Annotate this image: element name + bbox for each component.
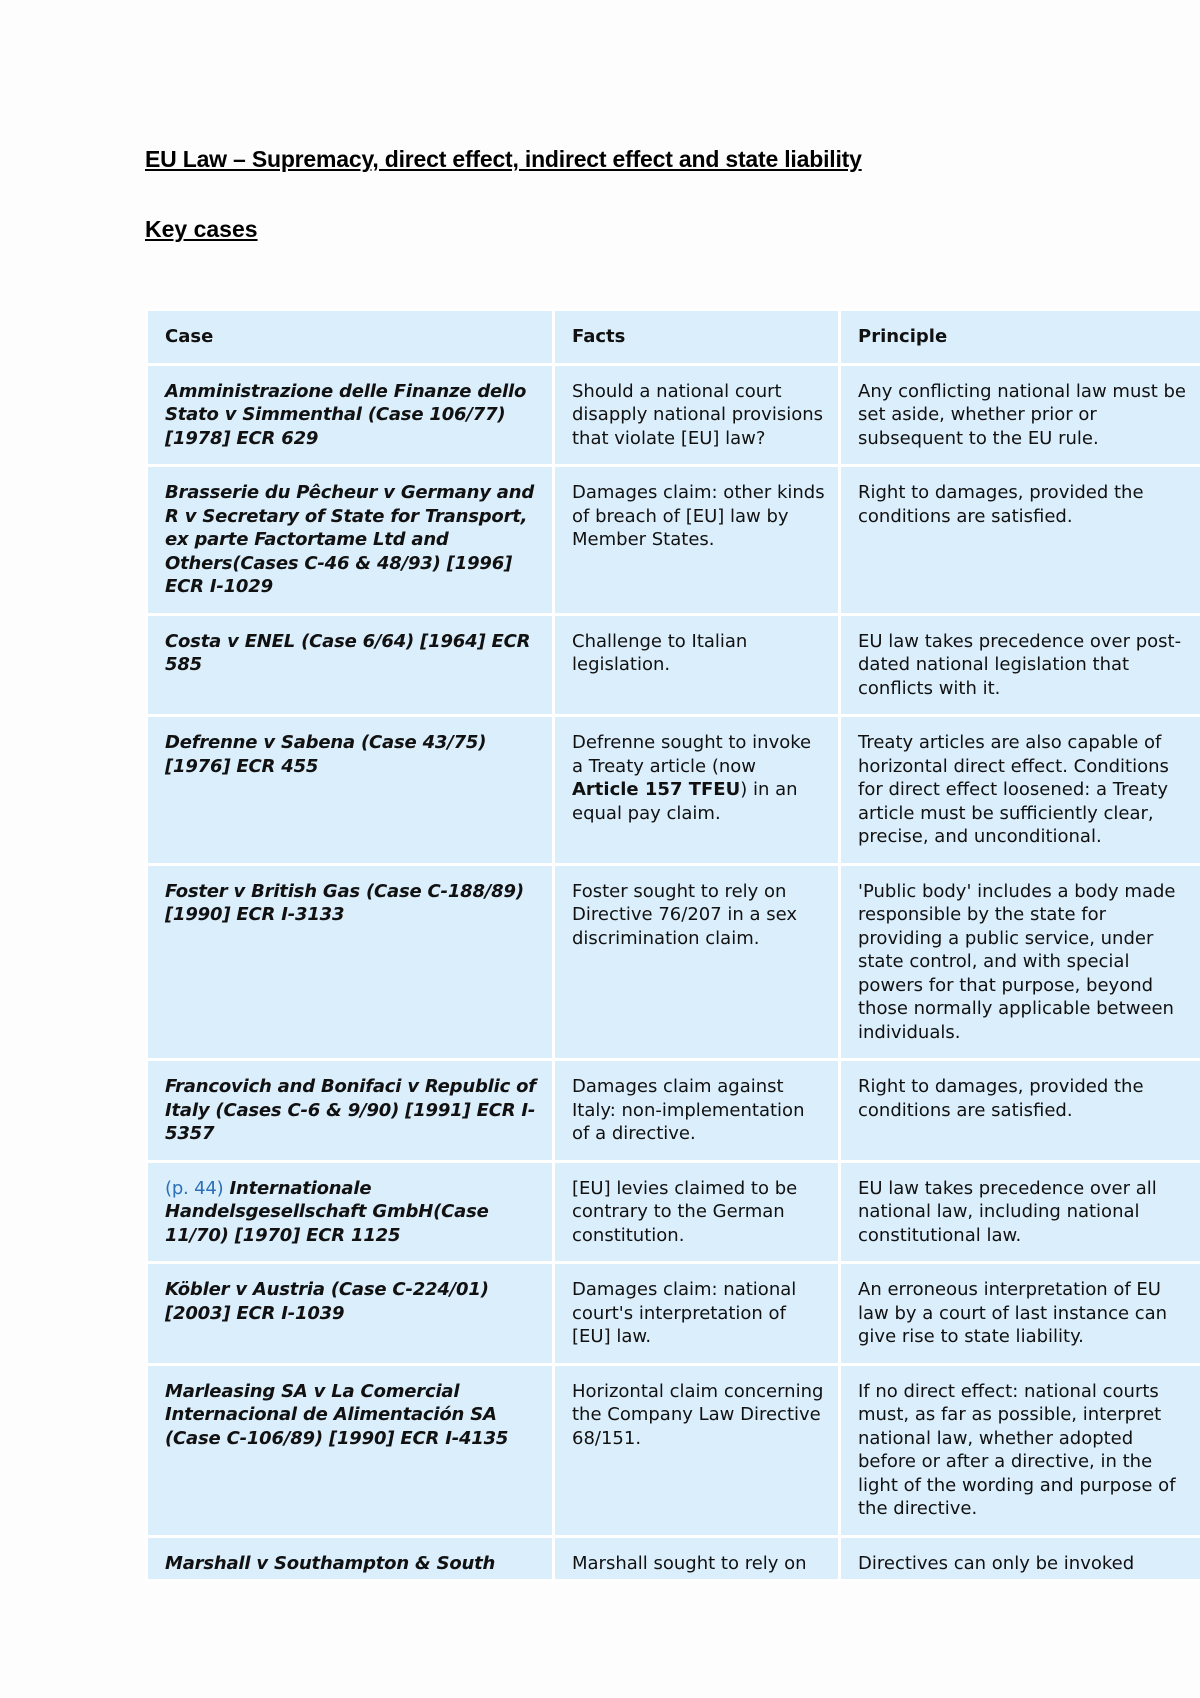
principle-cell: An erroneous interpretation of EU law by a court of last instance can give rise to state liability. <box>840 1263 1200 1365</box>
column-header-facts: Facts <box>554 310 840 365</box>
case-cell: Francovich and Bonifaci v Republic of Italy (Cases C-6 & 9/90) [1991] ECR I-5357 <box>147 1060 554 1162</box>
table-row <box>147 1060 1200 1162</box>
table-row <box>147 1536 1200 1581</box>
case-cell: Foster v British Gas (Case C-188/89) [1990] ECR I-3133 <box>147 864 554 1060</box>
case-cell: Defrenne v Sabena (Case 43/75) [1976] ECR 455 <box>147 716 554 865</box>
principle-cell: Right to damages, provided the conditions are satisfied. <box>840 1060 1200 1162</box>
case-cell: Marleasing SA v La Comercial Internacional de Alimentación SA (Case C-106/89) [1990] ECR I-4135 <box>147 1364 554 1536</box>
principle-cell: Treaty articles are also capable of horizontal direct effect. Conditions for direct effect loosened: a Treaty article must be sufficiently clear, precise, and unconditional. <box>840 716 1200 865</box>
facts-cell: Should a national court disapply national provisions that violate [EU] law? <box>554 364 840 466</box>
facts-cell: Marshall sought to rely on <box>554 1536 840 1581</box>
facts-cell: [EU] levies claimed to be contrary to the German constitution. <box>554 1161 840 1263</box>
principle-cell: 'Public body' includes a body made responsible by the state for providing a public service, under state control, and with special powers for that purpose, beyond those normally applicable between individuals. <box>840 864 1200 1060</box>
facts-text: Defrenne sought to invoke a Treaty article (now <box>572 732 812 777</box>
facts-text: ) in an equal pay claim. <box>572 779 798 824</box>
document-title: EU Law – Supremacy, direct effect, indirect effect and state liability <box>145 146 862 172</box>
principle-cell: EU law takes precedence over post-dated national legislation that conflicts with it. <box>840 614 1200 716</box>
column-header-principle: Principle <box>840 310 1200 365</box>
table-row <box>147 364 1200 466</box>
principle-cell: Any conflicting national law must be set aside, whether prior or subsequent to the EU rule. <box>840 364 1200 466</box>
principle-cell: Right to damages, provided the conditions are satisfied. <box>840 466 1200 615</box>
facts-cell: Damages claim: national court's interpretation of [EU] law. <box>554 1263 840 1365</box>
facts-cell: Damages claim against Italy: non-implementation of a directive. <box>554 1060 840 1162</box>
table-header-row <box>147 310 1200 365</box>
case-cell: Costa v ENEL (Case 6/64) [1964] ECR 585 <box>147 614 554 716</box>
key-cases-table <box>145 308 1200 1582</box>
case-name: Internationale Handelsgesellschaft GmbH(Case 11/70) [1970] ECR 1125 <box>165 1177 489 1246</box>
principle-cell: Directives can only be invoked <box>840 1536 1200 1581</box>
table-row <box>147 864 1200 1060</box>
table-row <box>147 614 1200 716</box>
column-header-case: Case <box>147 310 554 365</box>
facts-cell: Horizontal claim concerning the Company Law Directive 68/151. <box>554 1364 840 1536</box>
principle-cell: If no direct effect: national courts must, as far as possible, interpret national law, whether adopted before or after a directive, in the light of the wording and purpose of the directive. <box>840 1364 1200 1536</box>
section-heading-key-cases: Key cases <box>145 216 258 242</box>
table-row <box>147 466 1200 615</box>
table-row <box>147 1263 1200 1365</box>
facts-cell: Damages claim: other kinds of breach of [EU] law by Member States. <box>554 466 840 615</box>
page-reference-link[interactable]: (p. 44) <box>165 1177 224 1199</box>
case-cell: Köbler v Austria (Case C-224/01) [2003] ECR I-1039 <box>147 1263 554 1365</box>
article-reference: Article 157 TFEU <box>572 779 741 800</box>
facts-cell: Foster sought to rely on Directive 76/207 in a sex discrimination claim. <box>554 864 840 1060</box>
case-cell: Marshall v Southampton & South <box>147 1536 554 1581</box>
case-cell <box>147 1161 554 1263</box>
table-row <box>147 716 1200 865</box>
facts-cell <box>554 716 840 865</box>
table-row <box>147 1364 1200 1536</box>
principle-cell: EU law takes precedence over all national law, including national constitutional law. <box>840 1161 1200 1263</box>
facts-cell: Challenge to Italian legislation. <box>554 614 840 716</box>
case-cell: Brasserie du Pêcheur v Germany and R v Secretary of State for Transport, ex parte Factortame Ltd and Others(Cases C-46 & 48/93) [1996] ECR I-1029 <box>147 466 554 615</box>
table-row <box>147 1161 1200 1263</box>
case-cell: Amministrazione delle Finanze dello Stato v Simmenthal (Case 106/77) [1978] ECR 629 <box>147 364 554 466</box>
